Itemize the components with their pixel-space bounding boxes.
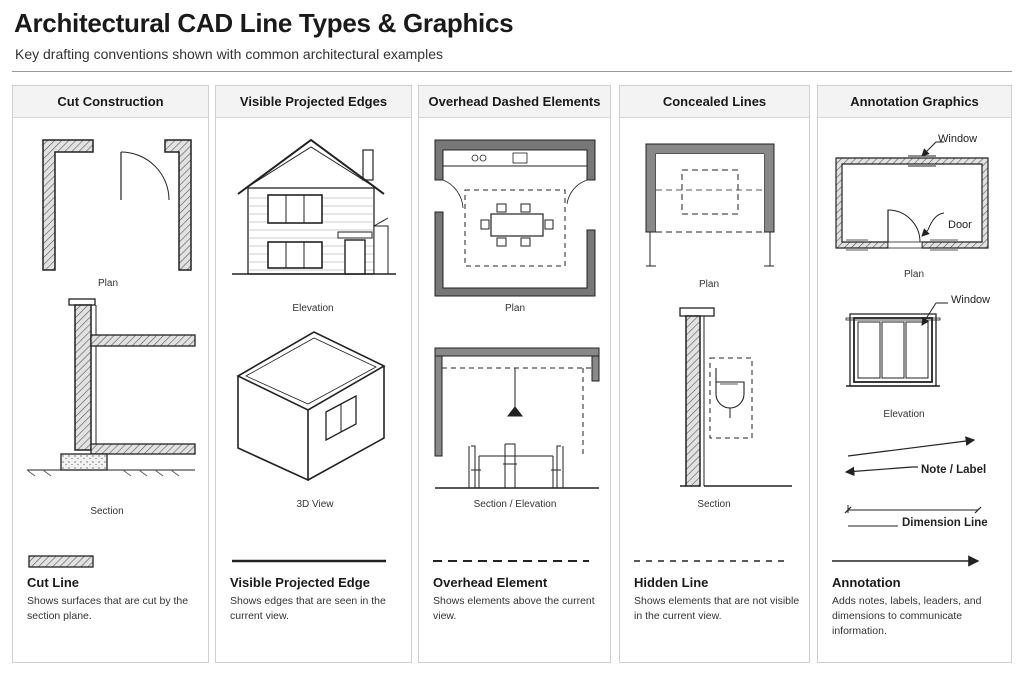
column-annotation-graphics xyxy=(817,85,1012,663)
box-3d-drawing xyxy=(238,332,384,480)
label-dimension-line: Dimension Line xyxy=(902,517,988,529)
caption-3d-view: 3D View xyxy=(296,499,334,510)
legend-description: Shows elements above the current view. xyxy=(433,595,595,622)
caption-plan: Plan xyxy=(698,279,720,290)
annotation-elevation-drawing xyxy=(846,303,948,386)
column-heading: Annotation Graphics xyxy=(818,86,1011,118)
label-door: Door xyxy=(948,219,972,231)
caption-section: Section xyxy=(697,499,731,510)
legend-description: Shows surfaces that are cut by the section plane. xyxy=(27,595,189,622)
concealed-section-drawing xyxy=(680,308,792,486)
caption-elevation: Elevation xyxy=(292,303,334,314)
legend-title: Hidden Line xyxy=(634,575,709,590)
column-heading: Overhead Dashed Elements xyxy=(419,86,610,118)
column-visible-edges xyxy=(215,85,412,663)
concealed-plan-drawing xyxy=(646,144,774,266)
caption-plan: Plan xyxy=(504,303,526,314)
cut-line-swatch xyxy=(29,556,93,567)
column-heading: Concealed Lines xyxy=(620,86,809,118)
page-subtitle: Key drafting conventions shown with common architectural examples xyxy=(15,46,443,62)
caption-section-elevation: Section / Elevation xyxy=(473,499,557,510)
caption-elevation: Elevation xyxy=(883,409,925,420)
legend-title: Visible Projected Edge xyxy=(230,575,370,590)
overhead-section-drawing xyxy=(435,348,599,488)
legend-description: Shows edges that are seen in the current view. xyxy=(230,595,386,622)
legend-description: Shows elements that are not visible in the current view. xyxy=(634,595,800,622)
column-concealed-lines xyxy=(619,85,810,663)
label-window-elevation: Window xyxy=(951,294,991,306)
column-cut-construction xyxy=(12,85,209,663)
legend-title: Annotation xyxy=(832,575,901,590)
cut-plan-drawing xyxy=(43,140,191,270)
caption-plan: Plan xyxy=(97,278,119,289)
column-heading: Cut Construction xyxy=(13,86,208,118)
label-note: Note / Label xyxy=(921,464,987,476)
legend-title: Cut Line xyxy=(27,575,79,590)
column-overhead-dashed xyxy=(418,85,611,663)
annotation-plan-drawing xyxy=(836,142,988,250)
caption-section: Section xyxy=(90,506,124,517)
house-elevation-drawing xyxy=(232,140,396,274)
cut-section-drawing xyxy=(27,299,195,476)
legend-title: Overhead Element xyxy=(433,575,548,590)
header-divider xyxy=(12,71,1012,72)
column-heading: Visible Projected Edges xyxy=(216,86,411,118)
page-title: Architectural CAD Line Types & Graphics xyxy=(14,8,514,38)
caption-plan: Plan xyxy=(903,269,925,280)
label-window-plan: Window xyxy=(938,133,978,145)
overhead-plan-drawing xyxy=(435,140,595,296)
legend-description: Adds notes, labels, leaders, and dimensions to communicate information. xyxy=(832,595,982,637)
